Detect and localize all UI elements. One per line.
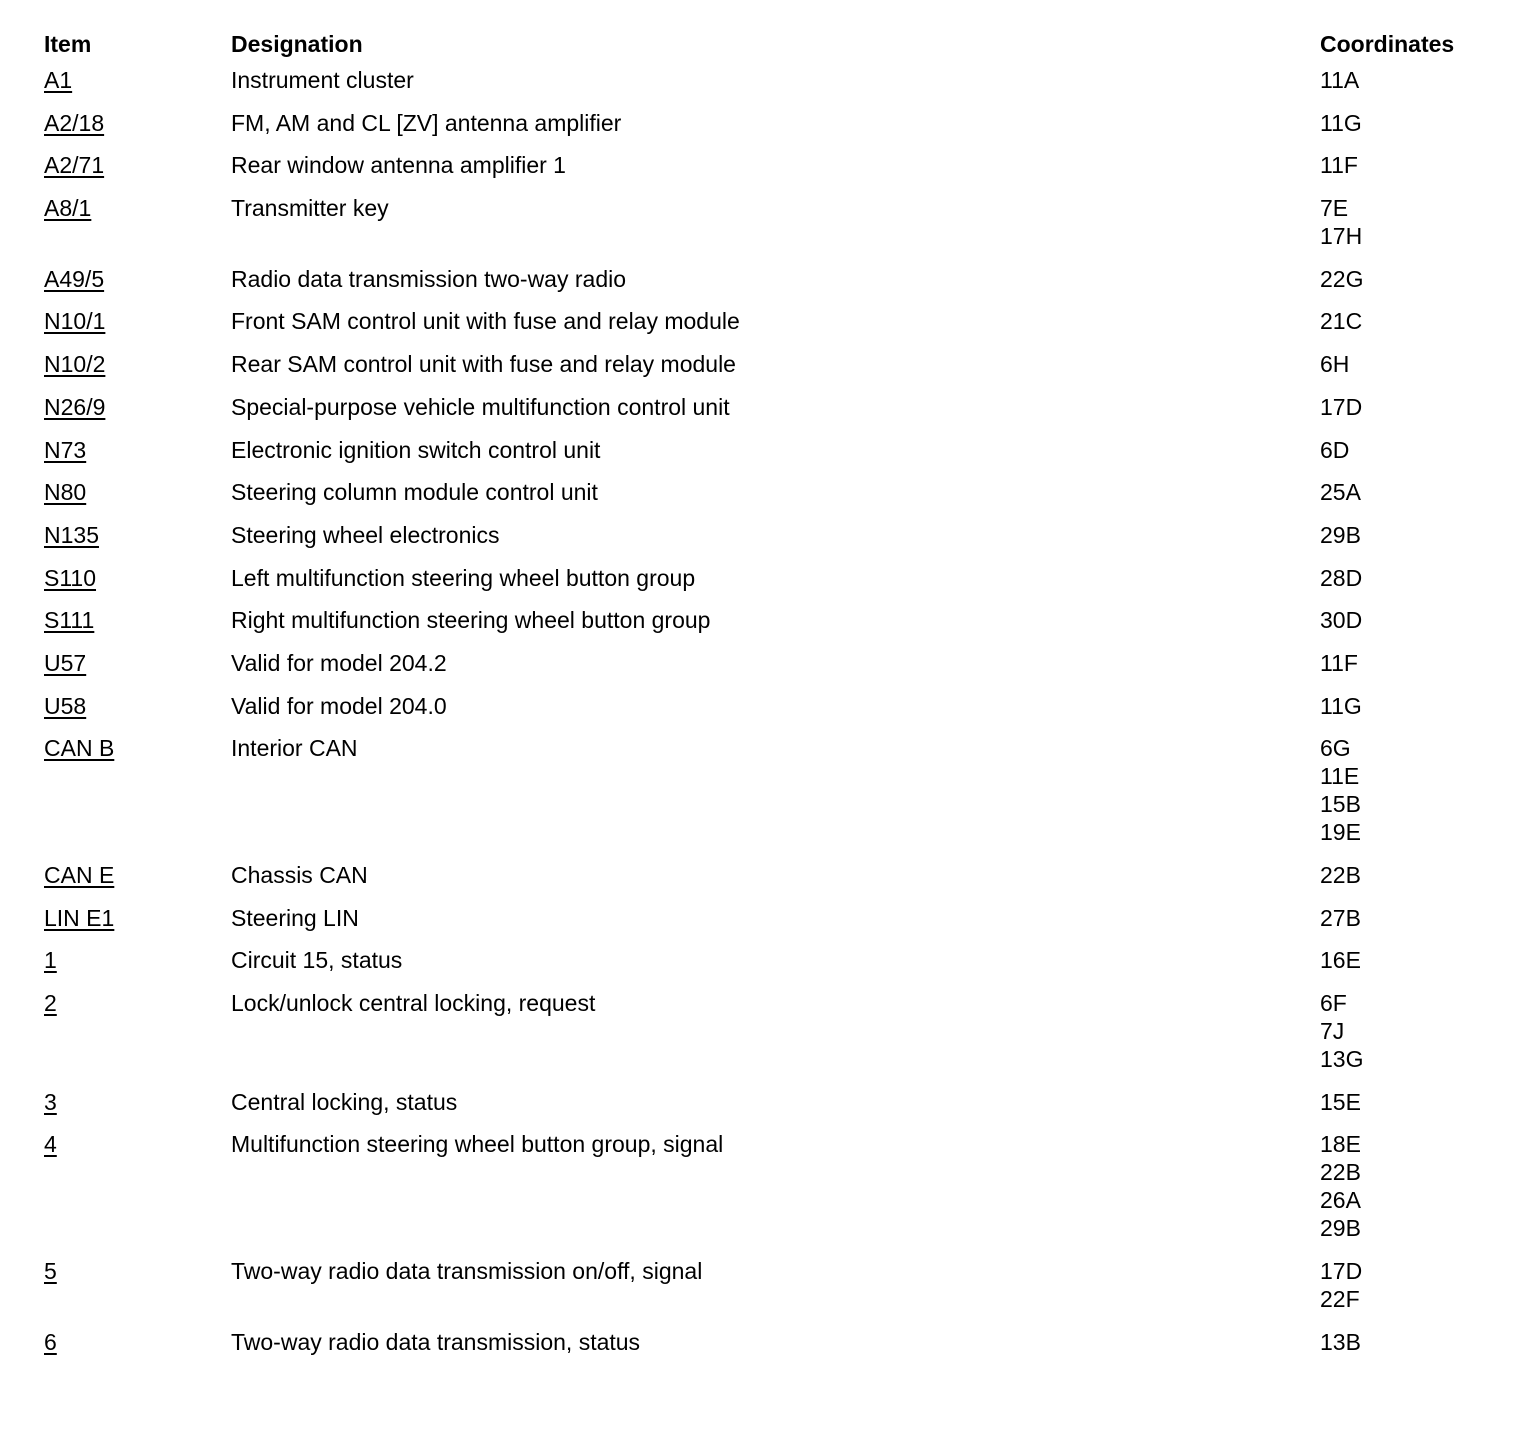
table-row [44,1130,1484,1257]
table-row [44,350,1484,393]
coordinate-value: 6G [1320,735,1351,762]
column-header-designation: Designation [231,31,363,57]
designation-cell: Valid for model 204.2 [231,649,447,676]
coordinates-cell [1320,521,1484,549]
column-header-coordinates: Coordinates [1320,31,1455,57]
coordinates-cell [1320,564,1484,592]
item-cell [44,393,231,421]
item-cell [44,946,231,974]
designation-cell: Valid for model 204.0 [231,692,447,719]
coordinates-cell [1320,478,1484,506]
coordinate-value: 11E [1320,763,1360,790]
designation-cell: Chassis CAN [231,862,368,888]
item-link[interactable]: LIN E1 [44,904,115,931]
item-link[interactable]: N26/9 [44,393,106,420]
coordinate-value: 7E [1320,195,1349,222]
item-cell [44,194,231,222]
coordinate-value: 11G [1320,109,1362,136]
designation-cell: Two-way radio data transmission on/off, signal [231,1258,703,1285]
item-cell [44,734,231,762]
legend-table [44,24,1484,1371]
coordinate-value: 17D [1320,393,1363,420]
designation-cell: Left multifunction steering wheel button group [231,564,696,591]
table-row [44,265,1484,308]
item-cell [44,151,231,179]
coordinate-value: 28D [1320,564,1363,591]
table-header-row [44,24,1484,66]
coordinate-value: 29B [1320,1215,1361,1242]
coordinates-cell [1320,393,1484,421]
coordinate-value: 22B [1320,862,1361,888]
designation-cell: Interior CAN [231,735,358,762]
table-row [44,109,1484,152]
item-link[interactable]: 4 [44,1131,57,1158]
item-link[interactable]: CAN E [44,862,115,888]
item-cell [44,989,231,1017]
coordinate-value: 26A [1320,1187,1361,1214]
coordinates-cell [1320,307,1484,335]
coordinate-value: 22F [1320,1286,1360,1313]
item-cell [44,478,231,506]
coordinates-cell [1320,350,1484,378]
column-header-item: Item [44,31,92,57]
designation-cell: Special-purpose vehicle multifunction control unit [231,393,730,420]
table-row [44,946,1484,989]
coordinate-value: 11F [1320,649,1358,676]
item-cell [44,66,231,94]
coordinate-value: 13B [1320,1328,1361,1355]
designation-cell: Two-way radio data transmission, status [231,1328,641,1355]
table-row [44,649,1484,692]
item-link[interactable]: 5 [44,1258,57,1285]
coordinate-value: 19E [1320,819,1361,846]
coordinates-cell [1320,151,1484,179]
designation-cell: Front SAM control unit with fuse and relay module [231,308,740,335]
item-cell [44,861,231,889]
coordinates-cell [1320,989,1484,1073]
table-row [44,393,1484,436]
table-row [44,692,1484,735]
designation-cell: Right multifunction steering wheel button group [231,607,711,634]
item-cell [44,307,231,335]
item-link[interactable]: A49/5 [44,265,105,292]
coordinate-value: 6F [1320,990,1347,1017]
coordinate-value: 25A [1320,479,1361,506]
item-cell [44,904,231,932]
coordinates-cell [1320,1088,1484,1116]
coordinate-value: 6D [1320,436,1350,463]
designation-cell: Radio data transmission two-way radio [231,265,627,292]
coordinates-cell [1320,904,1484,932]
item-link[interactable]: N10/2 [44,351,106,378]
item-link[interactable]: S110 [44,564,97,591]
table-row [44,151,1484,194]
item-cell [44,649,231,677]
table-row [44,861,1484,904]
coordinate-value: 21C [1320,308,1363,335]
item-cell [44,1257,231,1285]
coordinates-cell [1320,649,1484,677]
table-row [44,904,1484,947]
coordinate-value: 30D [1320,607,1363,634]
coordinate-value: 22G [1320,265,1364,292]
table-row [44,436,1484,479]
table-row [44,734,1484,861]
item-link[interactable]: U57 [44,649,87,676]
item-cell [44,436,231,464]
item-link[interactable]: A2/71 [44,152,105,179]
item-cell [44,606,231,634]
table-row [44,194,1484,265]
designation-cell: Rear SAM control unit with fuse and relay module [231,351,736,378]
item-link[interactable]: 1 [44,947,57,974]
designation-cell: Steering wheel electronics [231,521,500,548]
table-row [44,521,1484,564]
table-row [44,1328,1484,1371]
coordinate-value: 15B [1320,791,1361,818]
table-body [44,66,1484,1371]
item-cell [44,265,231,293]
item-cell [44,350,231,378]
item-link[interactable]: A8/1 [44,195,92,222]
coordinates-cell [1320,1130,1484,1242]
item-cell [44,692,231,720]
item-link[interactable]: N135 [44,521,99,548]
coordinate-value: 11G [1320,692,1362,719]
table-row [44,989,1484,1088]
coordinate-value: 16E [1320,947,1361,974]
coordinate-value: 17H [1320,223,1363,250]
coordinate-value: 11A [1320,67,1360,93]
coordinates-cell [1320,606,1484,634]
designation-cell: Instrument cluster [231,67,414,93]
coordinates-cell [1320,692,1484,720]
item-link[interactable]: CAN B [44,735,115,762]
coordinate-value: 18E [1320,1131,1361,1158]
item-link[interactable]: U58 [44,692,87,719]
coordinate-value: 11F [1320,152,1358,179]
table-row [44,66,1484,109]
coordinate-value: 13G [1320,1046,1364,1073]
coordinate-value: 17D [1320,1258,1363,1285]
item-link[interactable]: A1 [44,67,73,93]
coordinates-cell [1320,66,1484,94]
designation-cell: Transmitter key [231,195,389,222]
item-link[interactable]: N10/1 [44,308,106,335]
item-link[interactable]: A2/18 [44,109,105,136]
item-link[interactable]: 2 [44,990,57,1017]
table-row [44,606,1484,649]
coordinate-value: 27B [1320,904,1361,931]
coordinate-value: 22B [1320,1159,1361,1186]
coordinates-cell [1320,1257,1484,1313]
coordinate-value: 6H [1320,351,1350,378]
table-row [44,307,1484,350]
item-cell [44,1088,231,1116]
table-row [44,1088,1484,1131]
designation-cell: Central locking, status [231,1088,458,1115]
table-row [44,1257,1484,1328]
designation-cell: Electronic ignition switch control unit [231,436,601,463]
coordinate-value: 29B [1320,521,1361,548]
designation-cell: Lock/unlock central locking, request [231,990,596,1017]
coordinates-cell [1320,861,1484,889]
item-cell [44,1130,231,1158]
designation-cell: Steering column module control unit [231,479,598,506]
designation-cell: Circuit 15, status [231,947,403,974]
item-link[interactable]: 3 [44,1088,57,1115]
designation-cell: Steering LIN [231,904,359,931]
coordinate-value: 15E [1320,1088,1361,1115]
coordinates-cell [1320,265,1484,293]
coordinates-cell [1320,109,1484,137]
coordinates-cell [1320,734,1484,846]
item-link[interactable]: N80 [44,479,87,506]
coordinates-cell [1320,946,1484,974]
table-row [44,478,1484,521]
designation-cell: Multifunction steering wheel button group, signal [231,1131,724,1158]
designation-cell: FM, AM and CL [ZV] antenna amplifier [231,109,622,136]
coordinates-cell [1320,194,1484,250]
item-cell [44,1328,231,1356]
designation-cell: Rear window antenna amplifier 1 [231,152,566,179]
item-link[interactable]: S111 [44,607,95,634]
item-link[interactable]: N73 [44,436,87,463]
coordinates-cell [1320,436,1484,464]
coordinate-value: 7J [1320,1018,1345,1045]
coordinates-cell [1320,1328,1484,1356]
item-cell [44,564,231,592]
item-cell [44,521,231,549]
table-row [44,564,1484,607]
item-cell [44,109,231,137]
item-link[interactable]: 6 [44,1328,57,1355]
